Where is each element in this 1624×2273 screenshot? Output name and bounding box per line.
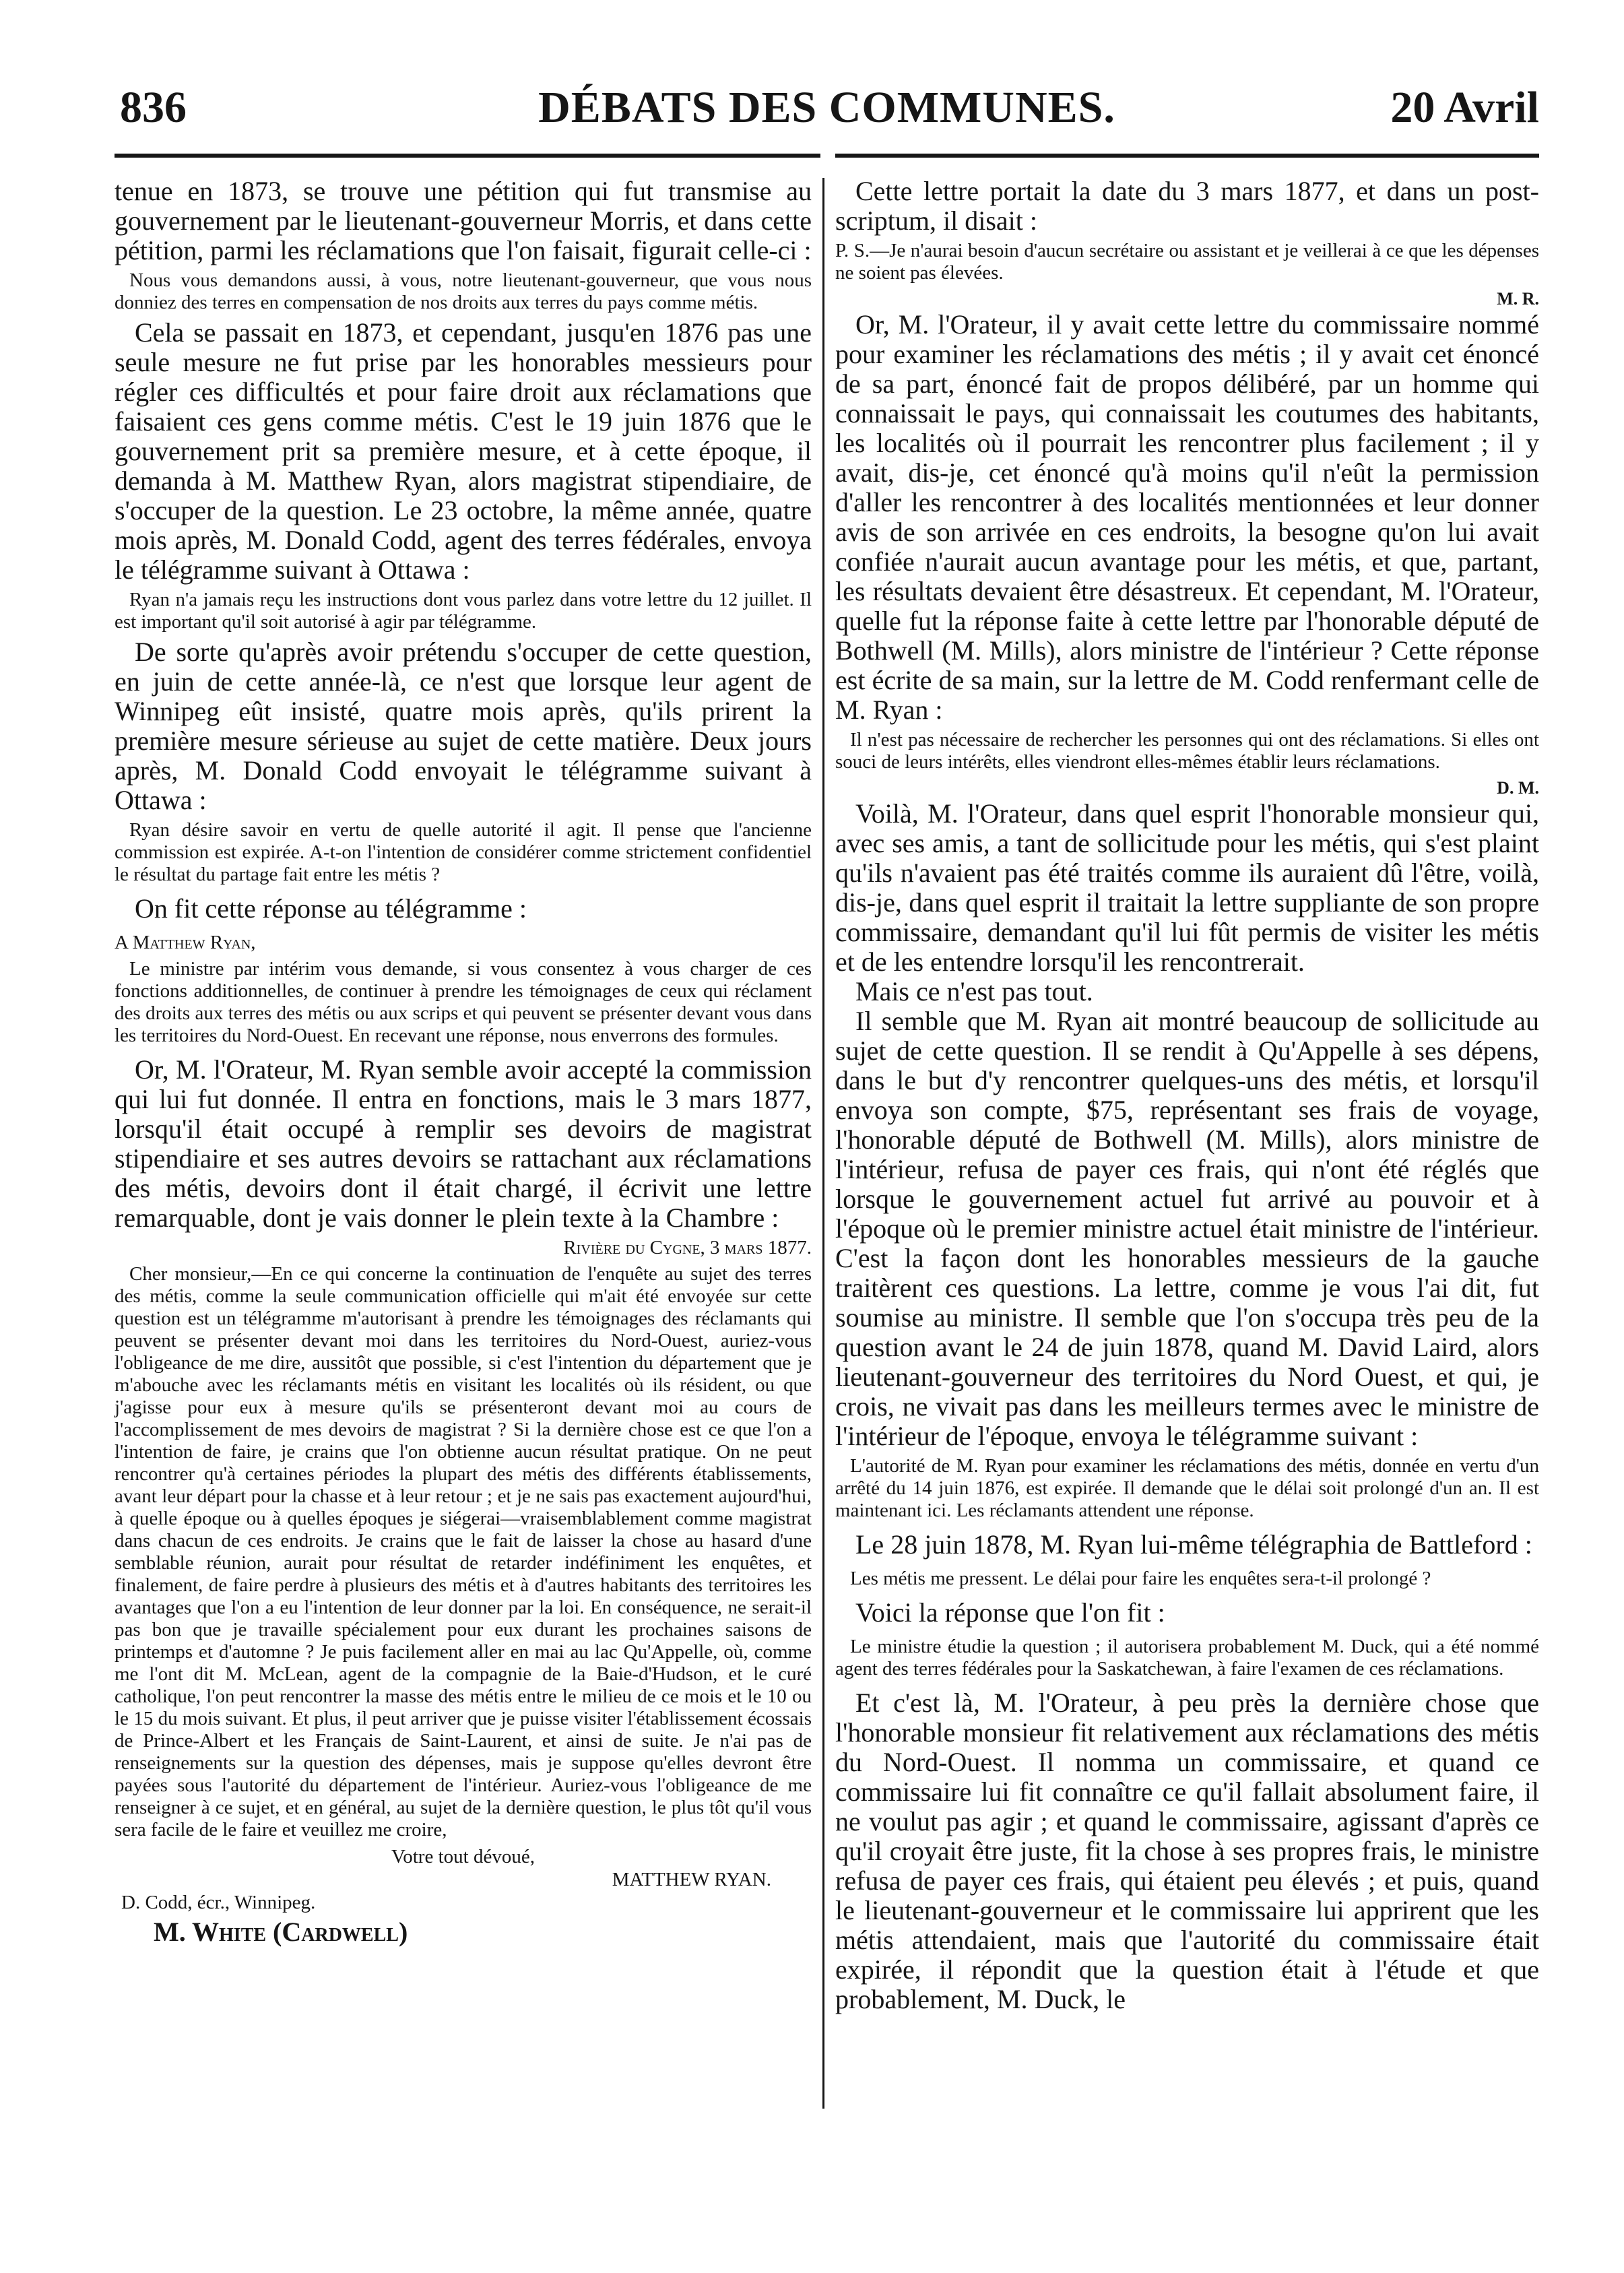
postscript-initials: M. R. bbox=[1497, 289, 1539, 309]
paragraph: Voilà, M. l'Orateur, dans quel esprit l'honorable monsieur qui, avec ses amis, a tant de sollicitude pour les métis, qui s'est plaint qu'ils n'avaient pas été traités comme ils auraient dû l'être, voilà, dis-je, dans quel esprit il traitait la lettre suppliante de son propre commissaire, demandant qu'il lui fût permis de visiter les métis et de les entendre lorsqu'il les rencontrerait. bbox=[835, 798, 1539, 977]
postscript: P. S.—Je n'aurai besoin d'aucun secrétaire ou assistant et je veillerai à ce que les dépenses ne soient pas élevées. bbox=[835, 240, 1539, 284]
paragraph: tenue en 1873, se trouve une pétition qui fut transmise au gouvernement par le lieutenant-gouverneur Morris, et dans cette pétition, parmi les réclamations que l'on faisait, figurait celle-ci : bbox=[115, 176, 812, 265]
quotation: Le ministre étudie la question ; il autorisera probablement M. Duck, qui a été nommé agent des terres fédérales pour la Saskatchewan, à faire l'examen de ces réclamations. bbox=[835, 1636, 1539, 1679]
header-date: 20 Avril bbox=[1390, 83, 1539, 132]
paragraph: Le 28 juin 1878, M. Ryan lui-même télégraphia de Battleford : bbox=[855, 1529, 1532, 1560]
page-header bbox=[115, 81, 1539, 135]
quotation: L'autorité de M. Ryan pour examiner les réclamations des métis, donnée en vertu d'un arrêté du 14 juin 1876, est expirée. Il demande que le délai soit prolongé d'un an. Il est maintenant ici. Les réclamants attendent une réponse. bbox=[835, 1455, 1539, 1521]
paragraph: Cette lettre portait la date du 3 mars 1877, et dans un post-scriptum, il disait : bbox=[835, 176, 1539, 236]
paragraph: Or, M. l'Orateur, il y avait cette lettre du commissaire nommé pour examiner les réclamations des métis ; il y avait cet énoncé de sa part, énoncé fait de propos délibéré, par un homme qui connaissait le pays, qui connaissait les coutumes des habitants, les localités où il pourrait les rencontrer plus facilement ; il y avait, dis-je, cet énoncé qu'à moins qu'il n'eût la permission d'aller les rencontrer à des localités mentionnées et leur donner avis de son arrivée en ces endroits, la besogne qu'on lui avait confiée n'aurait aucun avantage pour les métis, et que, partant, les résultats devaient être désastreux. Et cependant, M. l'Orateur, quelle fut la réponse faite à cette lettre par l'honorable député de Bothwell (M. Mills), alors ministre de l'intérieur ? Cette réponse est écrite de sa main, sur la lettre de M. Codd renfermant celle de M. Ryan : bbox=[835, 309, 1539, 725]
header-rule-left bbox=[115, 154, 820, 158]
quotation-initials: D. M. bbox=[1497, 778, 1539, 798]
letter-signature: MATTHEW RYAN. bbox=[612, 1869, 771, 1890]
page-number: 836 bbox=[120, 83, 187, 132]
paragraph: Cela se passait en 1873, et cependant, jusqu'en 1876 pas une seule mesure ne fut prise par les honorables messieurs pour régler ces difficultés et pour faire droit aux réclamations que faisaient ces gens comme métis. C'est le 19 juin 1876 que le gouvernement prit sa première mesure, et à cette époque, il demanda à M. Matthew Ryan, alors magistrat stipendiaire, de s'occuper de la question. Le 23 octobre, la même année, quatre mois après, M. Donald Codd, agent des terres fédérales, envoya le télégramme suivant à Ottawa : bbox=[115, 317, 812, 585]
quotation: Il n'est pas nécessaire de rechercher les personnes qui ont des réclamations. Si elles ont souci de leurs intérêts, elles viendront elles-mêmes établir leurs réclamations. bbox=[835, 729, 1539, 773]
quotation: Le ministre par intérim vous demande, si vous consentez à vous charger de ces fonctions additionnelles, de continuer à prendre les témoignages de ceux qui réclament des droits aux terres des métis ou aux scrips et qui peuvent se présenter devant vous dans les territoires du Nord-Ouest. En recevant une réponse, nous enverrons des formules. bbox=[115, 958, 812, 1046]
quotation: Ryan désire savoir en vertu de quelle autorité il agit. Il pense que l'ancienne commission est expirée. A-t-on l'intention de considérer comme strictement confidentiel le résultat du partage fait entre les métis ? bbox=[115, 819, 812, 885]
right-column bbox=[835, 177, 1539, 2014]
running-title: DÉBATS DES COMMUNES. bbox=[538, 83, 1115, 132]
telegram-addressee: A Matthew Ryan, bbox=[115, 932, 256, 953]
letter-recipient: D. Codd, écr., Winnipeg. bbox=[121, 1892, 316, 1913]
paragraph: De sorte qu'après avoir prétendu s'occuper de cette question, en juin de cette année-là, ce n'est que lorsque leur agent de Winnipeg eût insisté, quatre mois après, qu'ils prirent la première mesure sérieuse au sujet de cette matière. Deux jours après, M. Donald Codd envoyait le télégramme suivant à Ottawa : bbox=[115, 637, 812, 815]
paragraph: Or, M. l'Orateur, M. Ryan semble avoir accepté la commission qui lui fut donnée. Il entra en fonctions, mais le 3 mars 1877, lorsqu'il était occupé à remplir ses devoirs de magistrat stipendiaire et ses autres devoirs se rattachant aux réclamations des métis, devoirs dont il était chargé, il écrivit une lettre remarquable, dont je vais donner le plein texte à la Chambre : bbox=[115, 1054, 812, 1233]
paragraph: Voici la réponse que l'on fit : bbox=[855, 1597, 1165, 1628]
speaker-name: M. White (Cardwell) bbox=[154, 1917, 408, 1947]
header-rule-right bbox=[835, 154, 1539, 158]
letter-body: Cher monsieur,—En ce qui concerne la continuation de l'enquête au sujet des terres des métis, comme la seule communication officielle qui m'ait été envoyée sur cette question est un télégramme m'autorisant à prendre les témoignages des réclamants qui peuvent se présenter devant moi dans les territoires du Nord-Ouest, auriez-vous l'obligeance de me dire, aussitôt que possible, si c'est l'intention du département que je m'abouche avec les réclamants métis en visitant les localités où ils résident, ou que j'agisse pour eux à mesure qu'ils se présenteront devant moi au cours de l'accomplissement de mes devoirs de magistrat ? Si la dernière chose est ce que l'on a l'intention de faire, je crains que l'on obtienne aucun résultat pratique. On ne peut rencontrer qu'à certaines périodes la plupart des métis des différents établissements, avant leur départ pour la chasse et à leur retour ; et je ne sais pas exactement aujourd'hui, à quelle époque ou à quelles époques je siégerai—vraisemblablement comme magistrat dans chacun de ces endroits. Je crains que le fait de laisser la chose au hasard d'une semblable réunion, aurait pour résultat de retarder indéfiniment les enquêtes, et finalement, de faire perdre à plusieurs des métis et à d'autres habitants des territoires les avantages que l'on a eu l'intention de leur donner par la loi. En conséquence, ne serait-il pas bon que je travaille spécialement pour eux durant les prochaines saisons de printemps et d'automne ? Je puis facilement aller en mai au lac Qu'Appelle, où, comme me l'ont dit M. McLean, agent de la compagnie de la Baie-d'Hudson, et le curé catholique, l'on peut rencontrer la masse des métis entre le milieu de ce mois et le 10 ou le 15 du mois suivant. Et plus, il peut arriver que je puisse visiter l'établissement écossais de Prince-Albert et les Français de Saint-Laurent, et ainsi de suite. Je n'ai pas de renseignements sur la question des dépenses, mais je suppose qu'elles devront être payées sous l'autorité du département de l'intérieur. Auriez-vous l'obligeance de me renseigner à ce sujet, et en général, au sujet de la dernière question, le plus tôt qu'il vous sera facile de le faire et veuillez me croire, bbox=[115, 1263, 812, 1840]
paragraph: On fit cette réponse au télégramme : bbox=[135, 893, 527, 924]
quotation: Ryan n'a jamais reçu les instructions dont vous parlez dans votre lettre du 12 juillet. Il est important qu'il soit autorisé à agir par télégramme. bbox=[115, 589, 812, 633]
quotation: Les métis me pressent. Le délai pour faire les enquêtes sera-t-il prolongé ? bbox=[850, 1568, 1431, 1589]
left-column bbox=[115, 177, 812, 1948]
paragraph: Et c'est là, M. l'Orateur, à peu près la dernière chose que l'honorable monsieur fit relativement aux réclamations des métis du Nord-Ouest. Il nomma un commissaire, et quand ce commissaire lui fit connaître ce qu'il fallait absolument faire, il ne voulut pas agir ; et quand le commissaire, agissant d'après ce qu'il croyait être juste, fit la chose à ses propres frais, le ministre refusa de payer ces frais, qui étaient peu élevés ; et puis, quand le lieutenant-gouverneur et le commissaire lui apprirent que les métis attendaient, mais que l'autorité du commissaire était expirée, il répondit que la question était à l'étude et que probablement, M. Duck, le bbox=[835, 1688, 1539, 2014]
paragraph: Il semble que M. Ryan ait montré beaucoup de sollicitude au sujet de cette question. Il se rendit à Qu'Appelle à ses dépens, dans le but d'y rencontrer quelques-uns des métis, et lorsqu'il envoya son compte, $75, représentant ses frais de voyage, l'honorable député de Bothwell (M. Mills), alors ministre de l'intérieur, refusa de payer ces frais, qui n'ont été réglés que lorsque le gouvernement actuel fut arrivé au pouvoir et à l'époque où le premier ministre actuel était ministre de l'intérieur. C'est la façon dont les honorables messieurs de la gauche traitèrent ces questions. La lettre, comme je vous l'ai dit, fut soumise au ministre. Il semble que l'on s'occupa très peu de la question avant le 24 de juin 1878, quand M. David Laird, alors lieutenant-gouverneur des territoires du Nord Ouest, et qui, je crois, ne vivait pas dans les meilleurs termes avec le ministre de l'intérieur de l'époque, envoya le télégramme suivant : bbox=[835, 1006, 1539, 1451]
paragraph: Mais ce n'est pas tout. bbox=[855, 976, 1093, 1006]
letter-place-date: Rivière du Cygne, 3 mars 1877. bbox=[563, 1237, 812, 1258]
column-divider bbox=[822, 178, 824, 2109]
letter-closing: Votre tout dévoué, bbox=[391, 1846, 535, 1867]
quotation: Nous vous demandons aussi, à vous, notre lieutenant-gouverneur, que vous nous donniez des terres en compensation de nos droits aux terres du pays comme métis. bbox=[115, 269, 812, 313]
